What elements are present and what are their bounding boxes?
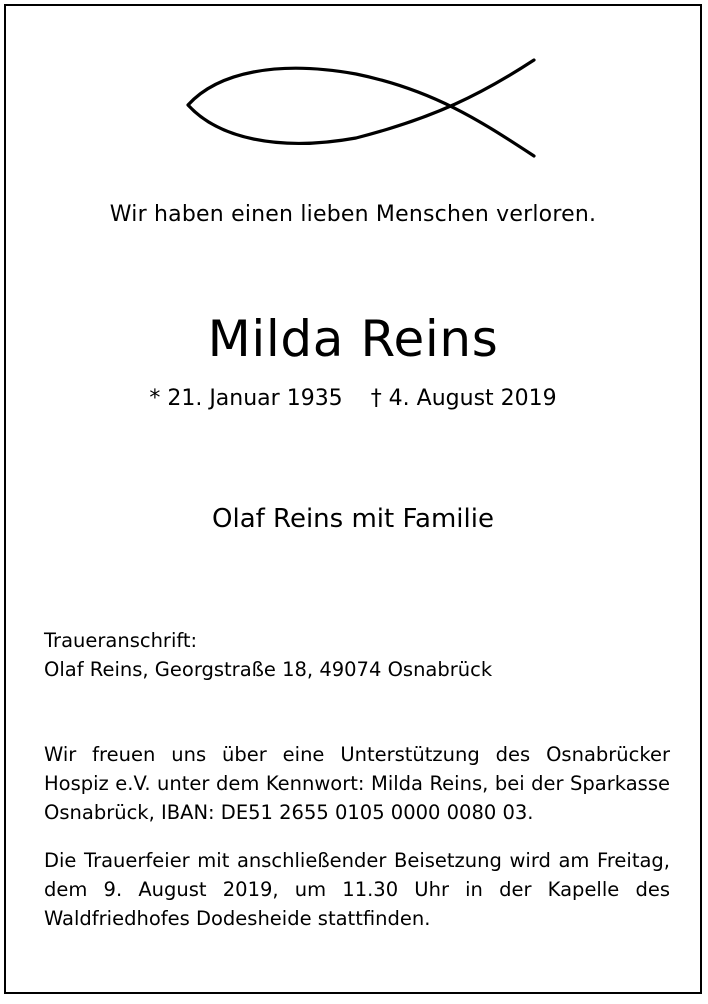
mourners-line: Olaf Reins mit Familie [212,504,494,534]
address-label: Traueranschrift: [44,629,198,652]
ichthys-fish-icon [182,54,538,166]
deceased-name: Milda Reins [207,310,499,368]
birth-date: * 21. Januar 1935 [149,386,343,411]
obituary-notice [4,4,702,994]
life-dates [6,386,700,411]
funeral-paragraph: Die Trauerfeier mit anschließender Beisetzung wird am Freitag, dem 9. August 2019, um 11.30 Uhr in der Kapelle des Waldfriedhofes Dodesheide stattfinden. [44,849,670,930]
donation-paragraph: Wir freuen uns über eine Unterstützung des Osnabrücker Hospiz e.V. unter dem Kennwort: Milda Reins, bei der Sparkasse Osnabrück, IBAN: DE51 2655 0105 0000 0080 03. [44,743,670,824]
address-text: Olaf Reins, Georgstraße 18, 49074 Osnabrück [44,658,493,681]
death-date: † 4. August 2019 [370,386,557,411]
mourning-address [44,626,670,684]
intro-text: Wir haben einen lieben Menschen verloren. [109,202,597,227]
